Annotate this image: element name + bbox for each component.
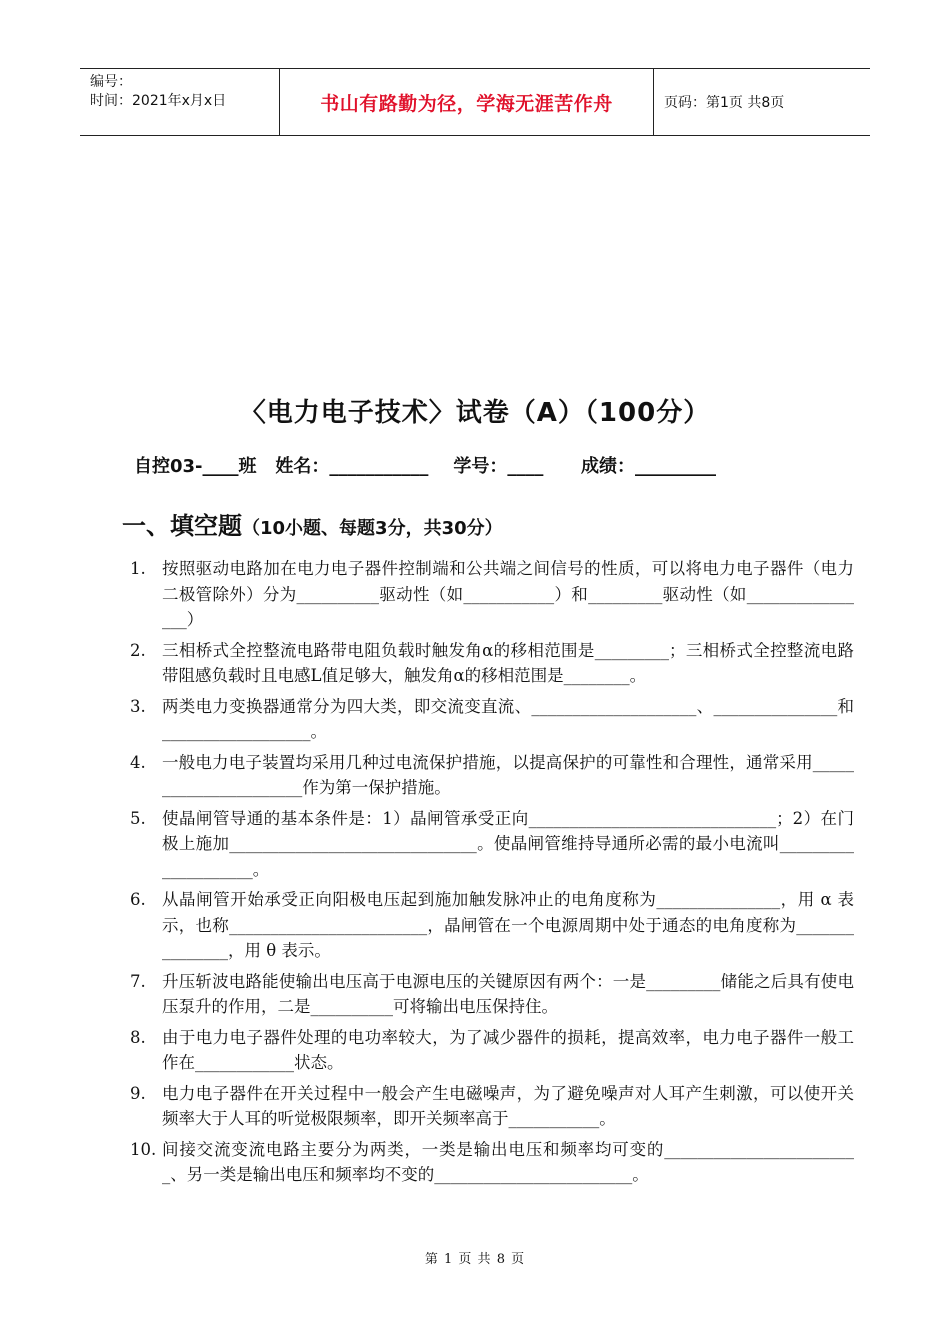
page-footer: 第 1 页 共 8 页	[424, 1252, 526, 1267]
header-left-cell	[80, 69, 280, 135]
question-text: 使晶闸管导通的基本条件是：1）晶闸管承受正向______________________________；2）在门极上施加______________________________。使晶闸管维持导通所必需的最小电流叫____________________。	[162, 808, 854, 879]
question-number: 5.	[130, 808, 146, 828]
question-number: 2.	[130, 640, 146, 660]
question-number: 1.	[130, 559, 146, 578]
page-header	[80, 68, 870, 136]
question-number: 6.	[130, 890, 146, 909]
question-number: 10.	[130, 1139, 157, 1159]
question-item	[124, 1137, 854, 1188]
question-item	[124, 694, 854, 745]
question-text: 间接交流变流电路主要分为两类，一类是输出电压和频率均可变的________________________、另一类是输出电压和频率均不变的________________________。	[162, 1139, 854, 1184]
question-text: 两类电力变换器通常分为四大类，即交流变直流、____________________、_______________和__________________。	[162, 696, 854, 741]
question-item	[124, 750, 854, 801]
document-time-label: 时间：2021年x月x日	[90, 93, 227, 109]
question-text: 升压斩波电路能使输出电压高于电源电压的关键原因有两个：一是_________储能之后具有使电压泵升的作用，二是__________可将输出电压保持住。	[162, 971, 854, 1016]
question-item	[124, 1025, 854, 1076]
question-text: 一般电力电子装置均采用几种过电流保护措施，以提高保护的可靠性和合理性，通常采用______________________作为第一保护措施。	[162, 752, 854, 797]
question-item	[124, 556, 854, 633]
question-text: 电力电子器件在开关过程中一般会产生电磁噪声，为了避免噪声对人耳产生刺激，可以使开关频率大于人耳的听觉极限频率，即开关频率高于___________。	[162, 1083, 854, 1128]
section-subtitle: （10小题、每题3分，共30分）	[242, 518, 503, 539]
question-item	[124, 887, 854, 964]
exam-title: 〈电力电子技术〉试卷（A）（100分）	[239, 398, 711, 428]
section-heading	[122, 506, 503, 541]
question-item	[124, 1081, 854, 1132]
question-text: 三相桥式全控整流电路带电阻负载时触发角α的移相范围是_________；三相桥式全控整流电路带阻感负载时且电感L值足够大，触发角α的移相范围是________。	[162, 640, 854, 685]
header-page-info: 页码：第1页 共8页	[664, 95, 785, 111]
question-text: 从晶闸管开始承受正向阳极电压起到施加触发脉冲止的电角度称为_______________，用 α 表示，也称________________________，晶闸管在一个电源周期中处于通态的电角度称为_______________，用 θ 表示。	[162, 890, 854, 960]
question-text: 由于电力电子器件处理的电功率较大，为了减少器件的损耗，提高效率，电力电子器件一般工作在____________状态。	[162, 1027, 854, 1072]
question-list	[124, 556, 854, 1193]
question-item	[124, 638, 854, 689]
question-number: 9.	[130, 1083, 146, 1103]
header-motto: 书山有路勤为径，学海无涯苦作舟	[280, 69, 654, 135]
question-number: 7.	[130, 971, 146, 991]
question-number: 8.	[130, 1027, 146, 1047]
question-item	[124, 806, 854, 883]
question-item	[124, 969, 854, 1020]
document-number-label: 编号：	[90, 74, 132, 90]
section-title: 一、填空题	[122, 512, 242, 540]
question-text: 按照驱动电路加在电力电子器件控制端和公共端之间信号的性质，可以将电力电子器件（电力二极管除外）分为__________驱动性（如___________）和_________驱动性（如________________）	[162, 559, 854, 629]
question-number: 4.	[130, 752, 146, 772]
student-info-line: 自控03-____班 姓名：___________ 学号：____ 成绩：_________	[134, 456, 716, 477]
question-number: 3.	[130, 696, 146, 716]
